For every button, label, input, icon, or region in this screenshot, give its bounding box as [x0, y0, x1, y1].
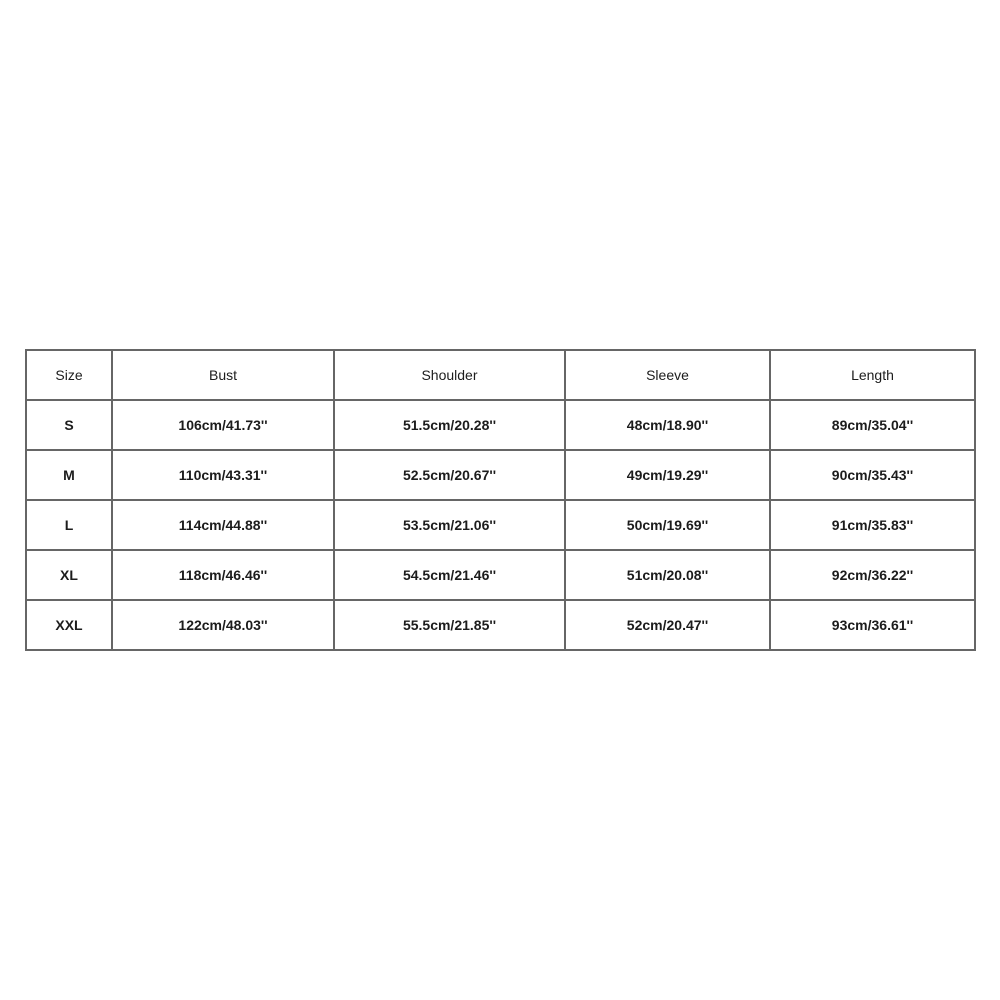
- sleeve-cell: 49cm/19.29'': [565, 450, 770, 500]
- bust-cell: 114cm/44.88'': [112, 500, 334, 550]
- bust-cell: 110cm/43.31'': [112, 450, 334, 500]
- shoulder-cell: 51.5cm/20.28'': [334, 400, 565, 450]
- shoulder-cell: 53.5cm/21.06'': [334, 500, 565, 550]
- table-row: [26, 550, 975, 600]
- size-cell: XXL: [26, 600, 112, 650]
- sleeve-cell: 48cm/18.90'': [565, 400, 770, 450]
- bust-cell: 122cm/48.03'': [112, 600, 334, 650]
- size-cell: S: [26, 400, 112, 450]
- header-size: Size: [26, 350, 112, 400]
- length-cell: 91cm/35.83'': [770, 500, 975, 550]
- size-cell: L: [26, 500, 112, 550]
- shoulder-cell: 55.5cm/21.85'': [334, 600, 565, 650]
- sleeve-cell: 51cm/20.08'': [565, 550, 770, 600]
- size-chart-table: [25, 349, 976, 651]
- shoulder-cell: 54.5cm/21.46'': [334, 550, 565, 600]
- table-row: [26, 500, 975, 550]
- table-row: [26, 450, 975, 500]
- size-cell: M: [26, 450, 112, 500]
- sleeve-cell: 50cm/19.69'': [565, 500, 770, 550]
- table-row: [26, 400, 975, 450]
- header-row: [26, 350, 975, 400]
- table-row: [26, 600, 975, 650]
- bust-cell: 106cm/41.73'': [112, 400, 334, 450]
- shoulder-cell: 52.5cm/20.67'': [334, 450, 565, 500]
- header-shoulder: Shoulder: [334, 350, 565, 400]
- length-cell: 90cm/35.43'': [770, 450, 975, 500]
- header-bust: Bust: [112, 350, 334, 400]
- length-cell: 89cm/35.04'': [770, 400, 975, 450]
- header-length: Length: [770, 350, 975, 400]
- sleeve-cell: 52cm/20.47'': [565, 600, 770, 650]
- size-cell: XL: [26, 550, 112, 600]
- bust-cell: 118cm/46.46'': [112, 550, 334, 600]
- length-cell: 92cm/36.22'': [770, 550, 975, 600]
- length-cell: 93cm/36.61'': [770, 600, 975, 650]
- header-sleeve: Sleeve: [565, 350, 770, 400]
